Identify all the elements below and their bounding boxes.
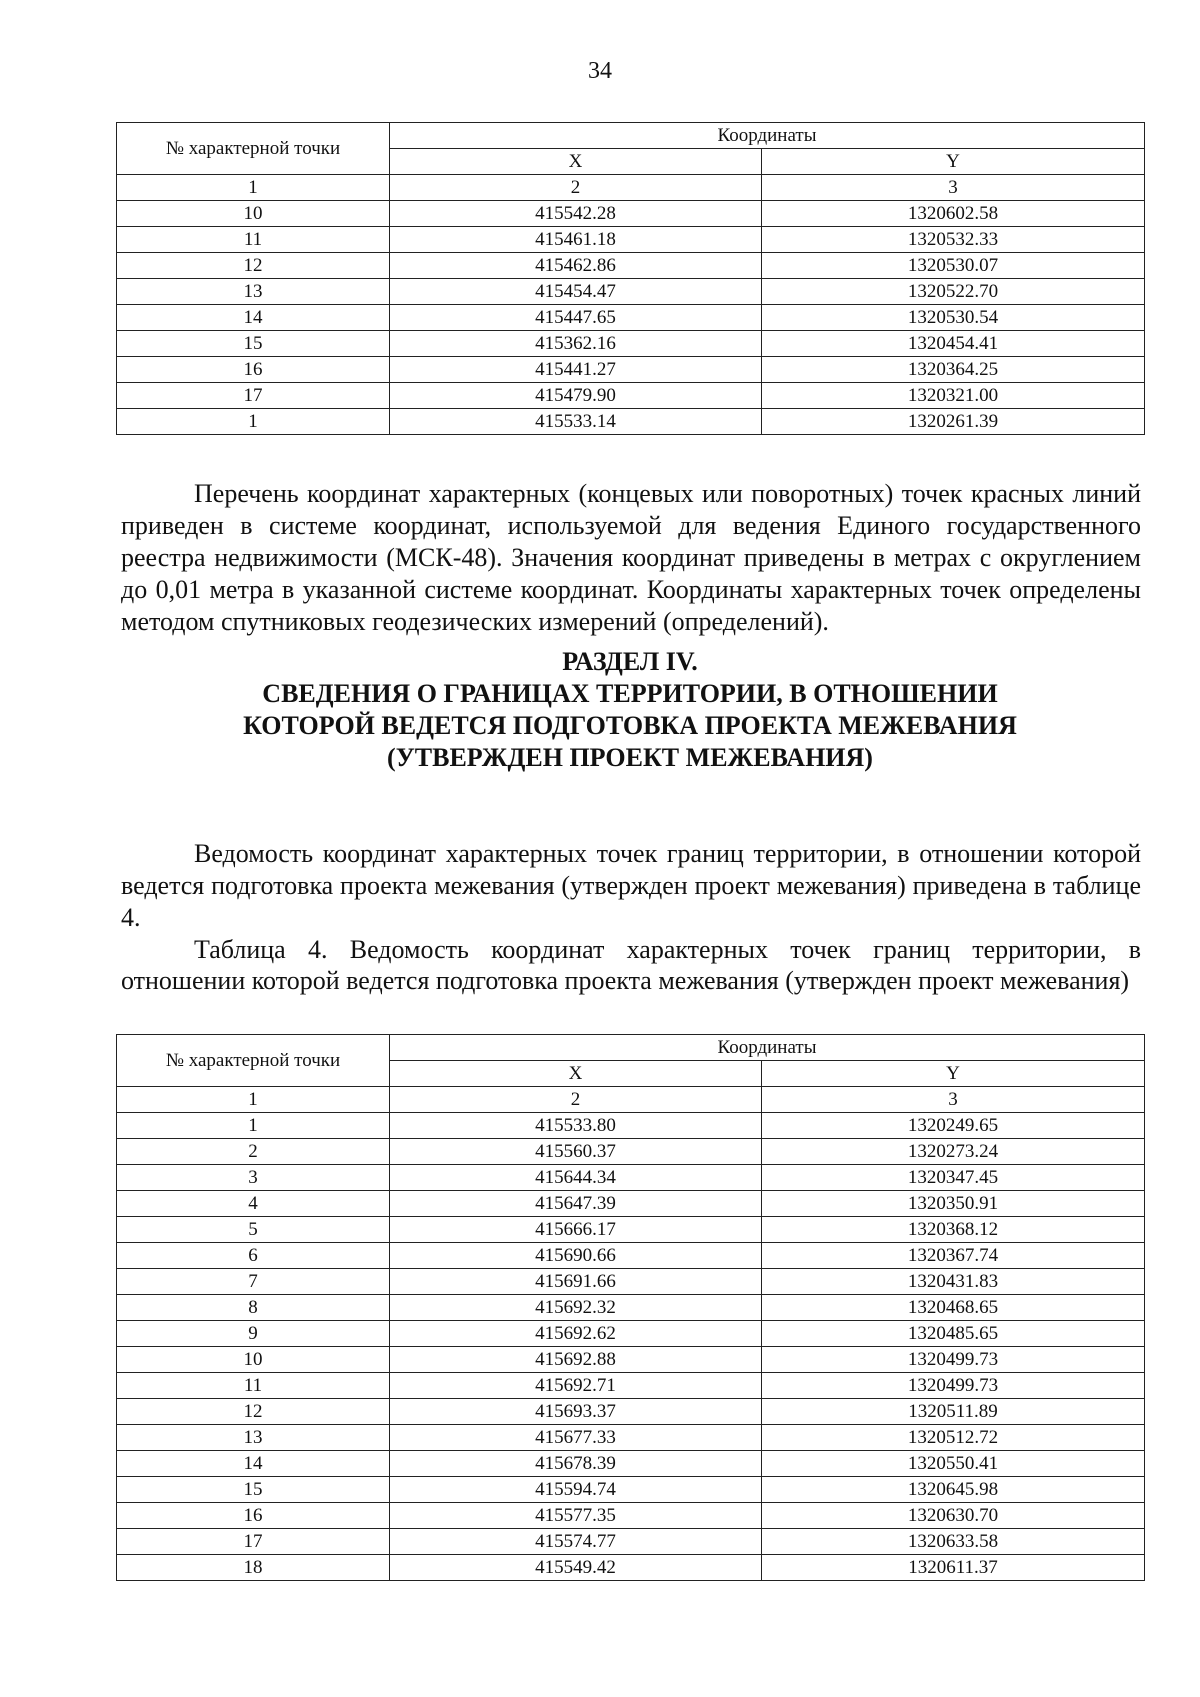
x-coordinate-cell: 415693.37 <box>390 1399 762 1425</box>
point-number-cell: 10 <box>117 201 390 227</box>
coordinates-table-4 <box>116 1034 1145 1581</box>
table-row <box>117 1451 1145 1477</box>
y-coordinate-cell: 1320522.70 <box>762 279 1145 305</box>
table-row <box>117 227 1145 253</box>
point-number-cell: 15 <box>117 331 390 357</box>
table-row <box>117 1139 1145 1165</box>
point-number-cell: 16 <box>117 1503 390 1529</box>
table-row <box>117 1399 1145 1425</box>
y-coordinate-cell: 1320611.37 <box>762 1555 1145 1581</box>
y-coordinate-cell: 1320485.65 <box>762 1321 1145 1347</box>
y-coordinate-cell: 1320347.45 <box>762 1165 1145 1191</box>
x-coordinate-cell: 415594.74 <box>390 1477 762 1503</box>
point-number-cell: 11 <box>117 227 390 253</box>
column-number-1: 1 <box>117 1087 390 1113</box>
y-coordinate-cell: 1320530.54 <box>762 305 1145 331</box>
x-coordinate-cell: 415690.66 <box>390 1243 762 1269</box>
paragraph-coordinate-system <box>121 478 1141 638</box>
x-coordinate-cell: 415479.90 <box>390 383 762 409</box>
column-number-3: 3 <box>762 175 1145 201</box>
table-row <box>117 1529 1145 1555</box>
point-number-cell: 17 <box>117 383 390 409</box>
column-number-3: 3 <box>762 1087 1145 1113</box>
y-coordinate-cell: 1320633.58 <box>762 1529 1145 1555</box>
table-row <box>117 1503 1145 1529</box>
x-coordinate-cell: 415533.80 <box>390 1113 762 1139</box>
point-number-cell: 1 <box>117 1113 390 1139</box>
y-coordinate-cell: 1320511.89 <box>762 1399 1145 1425</box>
table-row <box>117 1425 1145 1451</box>
table-row <box>117 1269 1145 1295</box>
x-coordinate-cell: 415362.16 <box>390 331 762 357</box>
point-number-cell: 2 <box>117 1139 390 1165</box>
point-number-cell: 12 <box>117 1399 390 1425</box>
table-row <box>117 1347 1145 1373</box>
table-row <box>117 201 1145 227</box>
y-coordinate-cell: 1320350.91 <box>762 1191 1145 1217</box>
table-row <box>117 357 1145 383</box>
paragraph-statement <box>121 838 1141 934</box>
y-coordinate-cell: 1320532.33 <box>762 227 1145 253</box>
x-header: X <box>390 1061 762 1087</box>
table-row <box>117 383 1145 409</box>
y-coordinate-cell: 1320499.73 <box>762 1373 1145 1399</box>
point-number-cell: 13 <box>117 1425 390 1451</box>
table-row <box>117 1321 1145 1347</box>
table-row <box>117 1191 1145 1217</box>
x-coordinate-cell: 415461.18 <box>390 227 762 253</box>
point-number-cell: 7 <box>117 1269 390 1295</box>
x-coordinate-cell: 415678.39 <box>390 1451 762 1477</box>
point-number-cell: 13 <box>117 279 390 305</box>
y-coordinate-cell: 1320499.73 <box>762 1347 1145 1373</box>
section-subtitle-line-1: СВЕДЕНИЯ О ГРАНИЦАХ ТЕРРИТОРИИ, В ОТНОШЕНИИ <box>262 679 998 708</box>
x-coordinate-cell: 415447.65 <box>390 305 762 331</box>
point-number-cell: 9 <box>117 1321 390 1347</box>
y-coordinate-cell: 1320645.98 <box>762 1477 1145 1503</box>
y-coordinate-cell: 1320512.72 <box>762 1425 1145 1451</box>
section-subtitle-line-3: (УТВЕРЖДЕН ПРОЕКТ МЕЖЕВАНИЯ) <box>387 743 873 772</box>
point-number-header: № характерной точки <box>117 123 390 175</box>
point-number-cell: 11 <box>117 1373 390 1399</box>
point-number-cell: 16 <box>117 357 390 383</box>
point-number-cell: 15 <box>117 1477 390 1503</box>
section-subtitle-line-2: КОТОРОЙ ВЕДЕТСЯ ПОДГОТОВКА ПРОЕКТА МЕЖЕВАНИЯ <box>243 711 1017 740</box>
table-row <box>117 1477 1145 1503</box>
coordinates-table-continued <box>116 122 1145 435</box>
paragraph-text: Ведомость координат характерных точек границ территории, в отношении которой ведется подготовка проекта межевания (утвержден проект межевания) приведена в таблице 4. <box>121 839 1141 932</box>
x-coordinate-cell: 415542.28 <box>390 201 762 227</box>
point-number-cell: 1 <box>117 409 390 435</box>
point-number-cell: 18 <box>117 1555 390 1581</box>
x-coordinate-cell: 415691.66 <box>390 1269 762 1295</box>
table-row <box>117 279 1145 305</box>
column-number-2: 2 <box>390 1087 762 1113</box>
point-number-header: № характерной точки <box>117 1035 390 1087</box>
x-header: X <box>390 149 762 175</box>
table-row <box>117 331 1145 357</box>
x-coordinate-cell: 415454.47 <box>390 279 762 305</box>
table-row <box>117 409 1145 435</box>
table-row <box>117 1373 1145 1399</box>
y-coordinate-cell: 1320468.65 <box>762 1295 1145 1321</box>
y-coordinate-cell: 1320368.12 <box>762 1217 1145 1243</box>
x-coordinate-cell: 415441.27 <box>390 357 762 383</box>
table-row <box>117 1165 1145 1191</box>
y-coordinate-cell: 1320454.41 <box>762 331 1145 357</box>
x-coordinate-cell: 415692.71 <box>390 1373 762 1399</box>
point-number-cell: 3 <box>117 1165 390 1191</box>
y-header: Y <box>762 149 1145 175</box>
x-coordinate-cell: 415549.42 <box>390 1555 762 1581</box>
y-coordinate-cell: 1320550.41 <box>762 1451 1145 1477</box>
x-coordinate-cell: 415533.14 <box>390 409 762 435</box>
table-row <box>117 1113 1145 1139</box>
y-coordinate-cell: 1320261.39 <box>762 409 1145 435</box>
point-number-cell: 10 <box>117 1347 390 1373</box>
y-coordinate-cell: 1320431.83 <box>762 1269 1145 1295</box>
paragraph-text: Перечень координат характерных (концевых или поворотных) точек красных линий приведен в системе координат, используемой для ведения Единого государственного реестра недвижимости (МСК-48). Значения координат приведены в метрах с округлением до 0,01 метра в указанной системе координат. Координаты характерных точек определены методом спутниковых геодезических измерений (определений). <box>121 479 1141 636</box>
column-number-1: 1 <box>117 175 390 201</box>
x-coordinate-cell: 415692.32 <box>390 1295 762 1321</box>
y-coordinate-cell: 1320367.74 <box>762 1243 1145 1269</box>
x-coordinate-cell: 415560.37 <box>390 1139 762 1165</box>
x-coordinate-cell: 415677.33 <box>390 1425 762 1451</box>
y-header: Y <box>762 1061 1145 1087</box>
x-coordinate-cell: 415577.35 <box>390 1503 762 1529</box>
table-row <box>117 253 1145 279</box>
point-number-cell: 14 <box>117 305 390 331</box>
y-coordinate-cell: 1320249.65 <box>762 1113 1145 1139</box>
caption-text: Таблица 4. Ведомость координат характерных точек границ территории, в отношении которой ведется подготовка проекта межевания (утвержден проект межевания) <box>121 935 1141 995</box>
table-row <box>117 1295 1145 1321</box>
coordinates-header: Координаты <box>390 1035 1145 1061</box>
x-coordinate-cell: 415462.86 <box>390 253 762 279</box>
point-number-cell: 8 <box>117 1295 390 1321</box>
table-row <box>117 305 1145 331</box>
y-coordinate-cell: 1320530.07 <box>762 253 1145 279</box>
table-caption <box>121 934 1141 996</box>
x-coordinate-cell: 415647.39 <box>390 1191 762 1217</box>
y-coordinate-cell: 1320273.24 <box>762 1139 1145 1165</box>
point-number-cell: 5 <box>117 1217 390 1243</box>
y-coordinate-cell: 1320602.58 <box>762 201 1145 227</box>
coordinates-header: Координаты <box>390 123 1145 149</box>
y-coordinate-cell: 1320364.25 <box>762 357 1145 383</box>
table-row <box>117 1555 1145 1581</box>
y-coordinate-cell: 1320630.70 <box>762 1503 1145 1529</box>
x-coordinate-cell: 415692.88 <box>390 1347 762 1373</box>
section-title: РАЗДЕЛ IV. <box>562 647 698 676</box>
point-number-cell: 14 <box>117 1451 390 1477</box>
point-number-cell: 12 <box>117 253 390 279</box>
x-coordinate-cell: 415666.17 <box>390 1217 762 1243</box>
x-coordinate-cell: 415574.77 <box>390 1529 762 1555</box>
y-coordinate-cell: 1320321.00 <box>762 383 1145 409</box>
point-number-cell: 6 <box>117 1243 390 1269</box>
page-number: 34 <box>588 58 612 84</box>
point-number-cell: 4 <box>117 1191 390 1217</box>
point-number-cell: 17 <box>117 1529 390 1555</box>
x-coordinate-cell: 415644.34 <box>390 1165 762 1191</box>
table-row <box>117 1243 1145 1269</box>
table-row <box>117 1217 1145 1243</box>
column-number-2: 2 <box>390 175 762 201</box>
x-coordinate-cell: 415692.62 <box>390 1321 762 1347</box>
